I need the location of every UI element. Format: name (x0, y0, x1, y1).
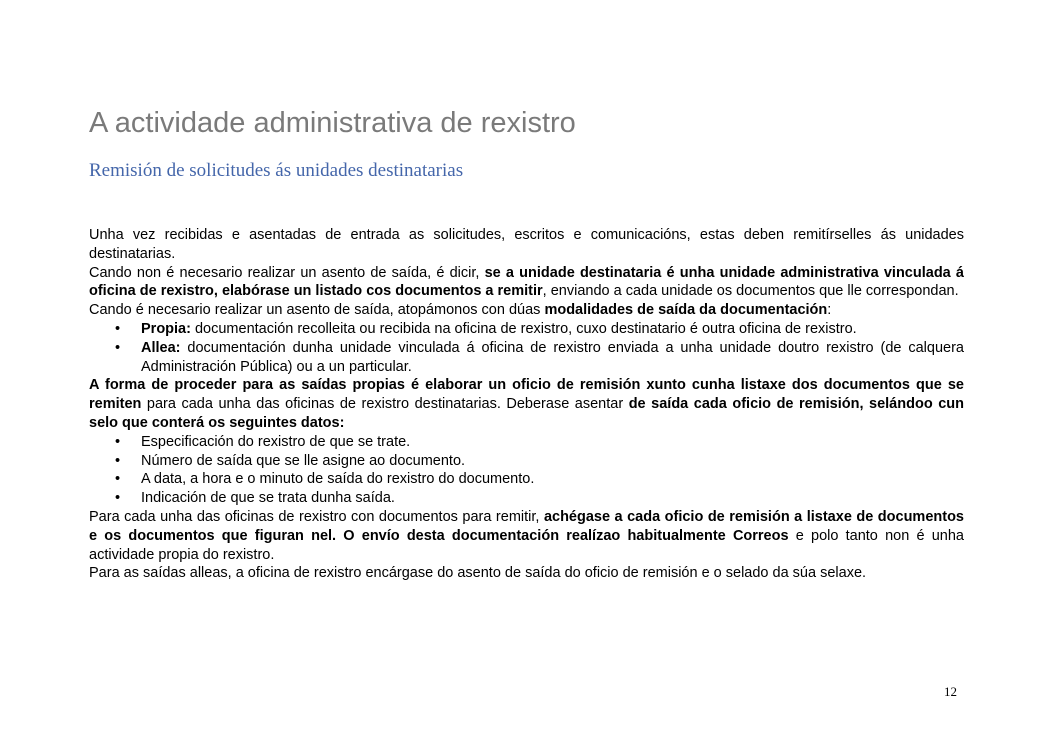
list-item (89, 470, 964, 489)
bold-text-span: achégase a cada oficio de remisión a listaxe de documentos e os documentos que figuran nel. O envío desta documentación realízao habitualmente Correos (89, 508, 964, 544)
text-span: Cando non é necesario realizar un asento de saída, é dicir, (89, 264, 485, 281)
bold-text-span: modalidades de saída da documentación (544, 302, 828, 319)
list-item-text: A data, a hora e o minuto de saída do rexistro do documento. (141, 471, 535, 488)
paragraph-external-exits: Para as saídas alleas, a oficina de rexistro encárgase do asento de saída do oficio de remisión e o selado da súa selaxe. (89, 565, 867, 582)
paragraph-exit-entry (89, 301, 964, 320)
list-item-text: documentación recolleita ou recibida na oficina de rexistro, cuxo destinatario é outra oficina de rexistro. (190, 320, 857, 337)
list-item-text: Especificación do rexistro de que se trate. (141, 433, 411, 450)
bullet-icon: • (115, 471, 121, 488)
list-item (89, 320, 964, 339)
bullet-icon: • (115, 490, 121, 507)
paragraph-intro: Unha vez recibidas e asentadas de entrada as solicitudes, escritos e comunicacións, estas deben remitírselles ás unidades destinatarias. (89, 227, 964, 262)
list-item (89, 489, 964, 508)
section-subtitle: Remisión de solicitudes ás unidades destinatarias (89, 160, 464, 181)
bold-text-span: A forma de proceder para as saídas propias é elaborar un oficio de remisión xunto cunha listaxe dos documentos que se remiten (89, 377, 964, 413)
page-title: A actividade administrativa de rexistro (89, 107, 576, 139)
page-number: 12 (944, 684, 957, 699)
list-item (89, 339, 964, 377)
document-body (89, 226, 964, 583)
text-span: , enviando a cada unidade os documentos que lle correspondan. (542, 283, 959, 300)
paragraph-dispatch (89, 508, 964, 564)
bold-text-span: de saída cada oficio de remisión, selándoo cun selo que conterá os seguintes datos: (89, 396, 964, 431)
bullet-icon: • (115, 452, 121, 469)
list-item-text: Indicación de que se trata dunha saída. (141, 490, 395, 507)
list-item-label: Propia: (141, 320, 191, 337)
modalities-list (89, 320, 964, 376)
list-item (89, 433, 964, 452)
bullet-icon: • (115, 339, 121, 356)
seal-data-list (89, 433, 964, 508)
list-item-text: Número de saída que se lle asigne ao documento. (141, 452, 466, 469)
text-span: para cada unha das oficinas de rexistro destinatarias. Deberase asentar (141, 396, 629, 413)
list-item (89, 452, 964, 471)
paragraph-no-exit-entry (89, 264, 964, 302)
bullet-icon: • (115, 320, 121, 337)
text-span: : (827, 302, 832, 319)
list-item-text: documentación dunha unidade vinculada á oficina de rexistro enviada a unha unidade doutro rexistro (de calquera Administración Pública) ou a un particular. (141, 339, 964, 375)
list-item-label: Allea: (141, 339, 181, 356)
text-span: Para cada unha das oficinas de rexistro con documentos para remitir, (89, 508, 544, 525)
bold-text-span: se a unidade destinataria é unha unidade administrativa vinculada á oficina de rexistro, elabórase un listado cos documentos a remitir (89, 264, 964, 300)
paragraph-own-exits (89, 376, 964, 432)
text-span: e polo tanto non é unha actividade propia do rexistro. (89, 527, 964, 563)
text-span: Cando é necesario realizar un asento de saída, atopámonos con dúas (89, 302, 545, 319)
bullet-icon: • (115, 433, 121, 450)
